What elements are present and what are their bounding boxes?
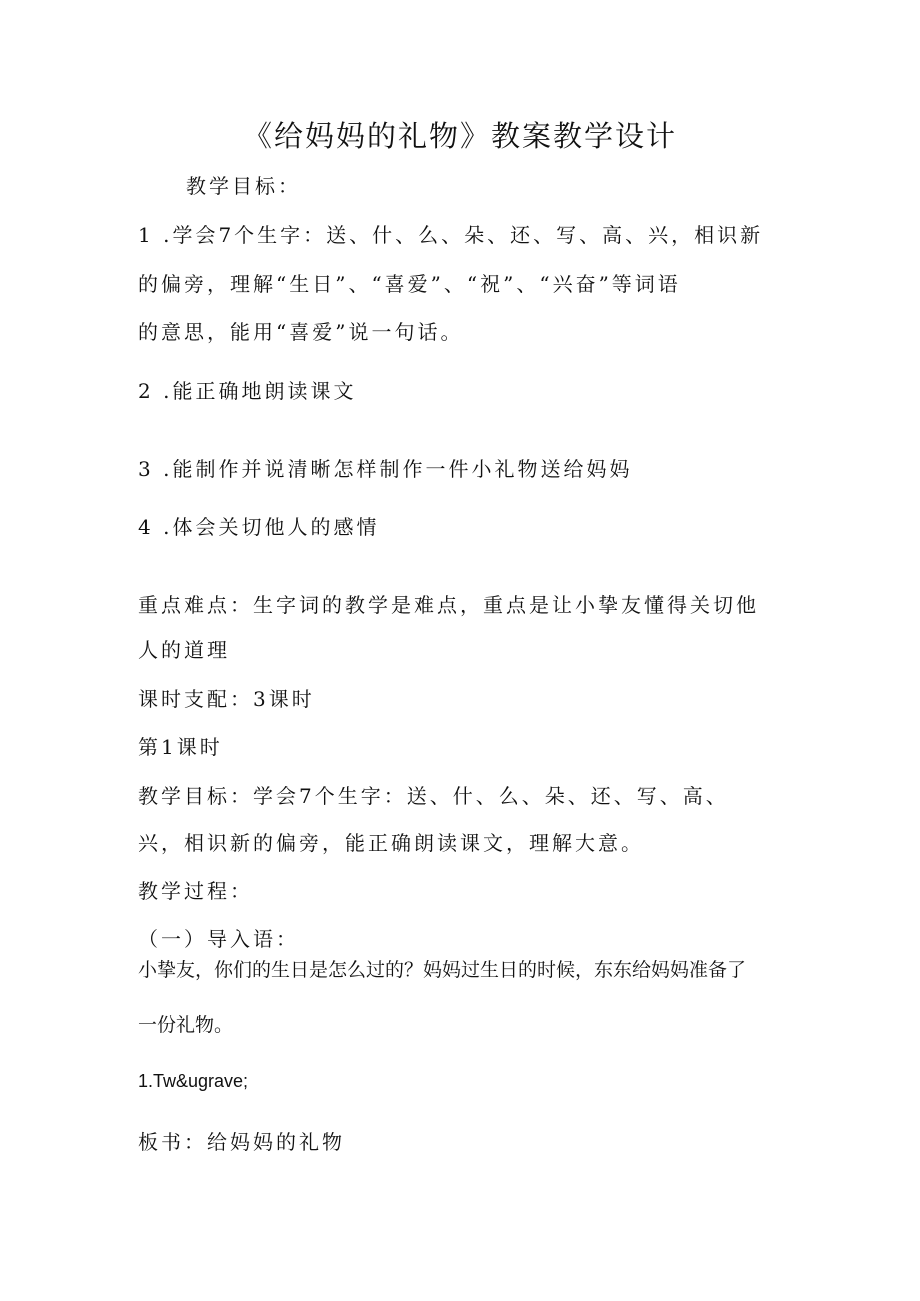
objective-1-line-2: 的偏旁，理解“生日”、“喜爱”、“祝”、“兴奋”等词语 <box>138 272 681 296</box>
objective-1-line-3: 的意思，能用“喜爱”说一句话。 <box>138 320 464 344</box>
class-hours: 课时支配：3课时 <box>138 687 315 711</box>
step-1: 1.Tw&ugrave; <box>138 1071 249 1091</box>
intro-text-line-1: 小挚友，你们的生日是怎么过的？妈妈过生日的时候，东东给妈妈准备了 <box>138 959 747 981</box>
intro-text-line-2: 一份礼物。 <box>138 1014 234 1036</box>
key-points-line-1: 重点难点：生字词的教学是难点，重点是让小挚友懂得关切他 <box>138 593 759 617</box>
lesson-1-objectives-line-1: 教学目标：学会7个生字：送、什、么、朵、还、写、高、 <box>138 784 729 808</box>
process-heading: 教学过程： <box>138 879 253 903</box>
intro-heading: （一）导入语： <box>138 927 299 951</box>
lesson-1-heading: 第1课时 <box>138 735 223 759</box>
objectives-heading: 教学目标： <box>186 174 301 198</box>
objective-2: 2 .能正确地朗读课文 <box>138 379 357 403</box>
board-writing: 板书：给妈妈的礼物 <box>138 1130 345 1154</box>
key-points-line-2: 人的道理 <box>138 638 230 662</box>
objective-3: 3 .能制作并说清晰怎样制作一件小礼物送给妈妈 <box>138 457 633 481</box>
lesson-1-objectives-line-2: 兴，相识新的偏旁，能正确朗读课文，理解大意。 <box>138 831 644 855</box>
document-title: 《给妈妈的礼物》教案教学设计 <box>242 119 677 153</box>
objective-1-line-1: 1 .学会7个生字：送、什、么、朵、还、写、高、兴，相识新 <box>138 223 764 247</box>
objective-4: 4 .体会关切他人的感情 <box>138 515 380 539</box>
